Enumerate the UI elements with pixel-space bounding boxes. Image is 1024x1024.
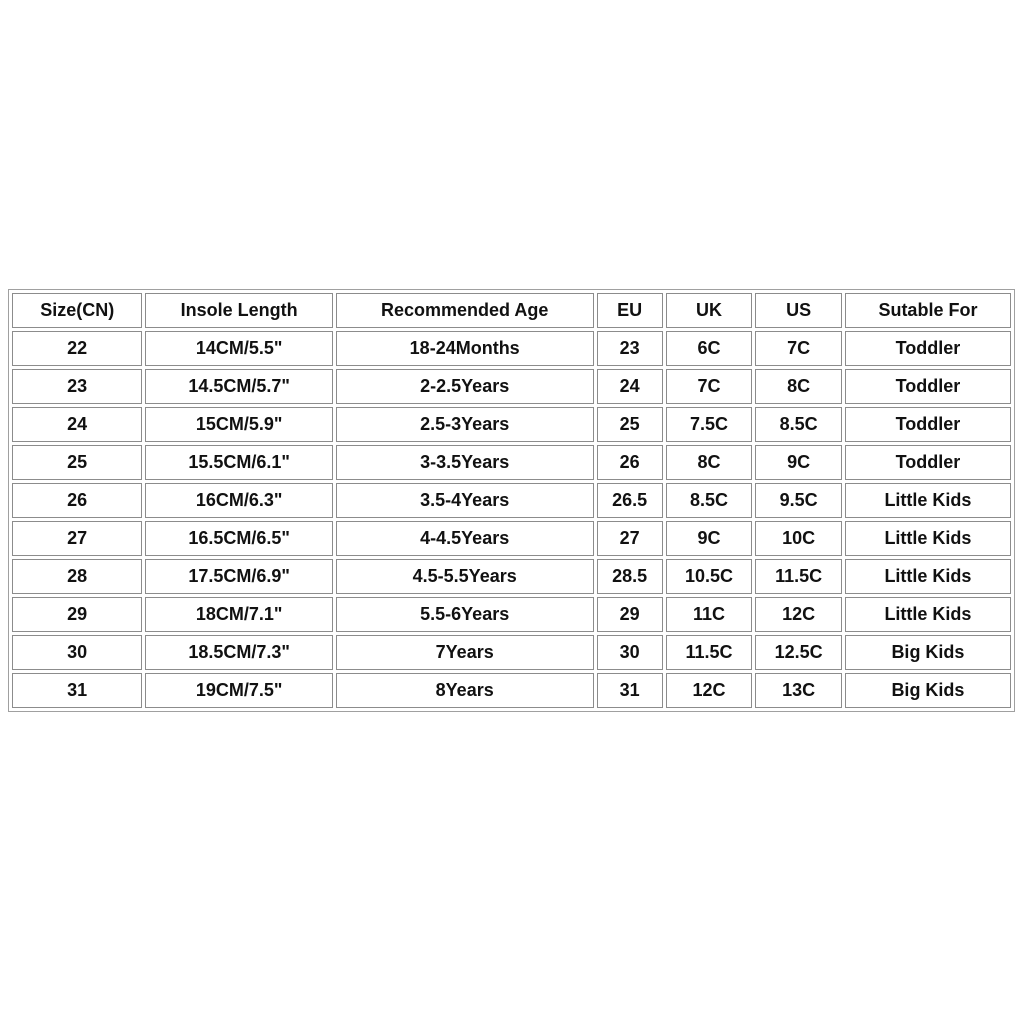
cell-suitable-for: Toddler <box>845 331 1011 366</box>
header-suitable-for: Sutable For <box>845 293 1011 328</box>
cell-suitable-for: Big Kids <box>845 635 1011 670</box>
cell-suitable-for: Little Kids <box>845 483 1011 518</box>
cell-recommended-age: 3-3.5Years <box>336 445 594 480</box>
table-row <box>12 369 1011 404</box>
cell-uk: 11C <box>666 597 753 632</box>
table-row <box>12 635 1011 670</box>
table-row <box>12 559 1011 594</box>
cell-suitable-for: Little Kids <box>845 597 1011 632</box>
cell-size-cn: 27 <box>12 521 142 556</box>
cell-size-cn: 26 <box>12 483 142 518</box>
cell-recommended-age: 3.5-4Years <box>336 483 594 518</box>
cell-eu: 23 <box>597 331 663 366</box>
cell-uk: 7C <box>666 369 753 404</box>
cell-size-cn: 23 <box>12 369 142 404</box>
cell-uk: 6C <box>666 331 753 366</box>
cell-us: 8C <box>755 369 842 404</box>
cell-uk: 7.5C <box>666 407 753 442</box>
table-row <box>12 597 1011 632</box>
cell-suitable-for: Toddler <box>845 369 1011 404</box>
header-eu: EU <box>597 293 663 328</box>
cell-size-cn: 29 <box>12 597 142 632</box>
cell-insole-length: 18.5CM/7.3" <box>145 635 332 670</box>
cell-eu: 24 <box>597 369 663 404</box>
cell-us: 7C <box>755 331 842 366</box>
cell-recommended-age: 2-2.5Years <box>336 369 594 404</box>
cell-uk: 10.5C <box>666 559 753 594</box>
header-row <box>12 293 1011 328</box>
cell-us: 8.5C <box>755 407 842 442</box>
cell-uk: 8.5C <box>666 483 753 518</box>
cell-recommended-age: 5.5-6Years <box>336 597 594 632</box>
cell-insole-length: 16CM/6.3" <box>145 483 332 518</box>
header-us: US <box>755 293 842 328</box>
cell-insole-length: 19CM/7.5" <box>145 673 332 708</box>
cell-size-cn: 22 <box>12 331 142 366</box>
table-row <box>12 521 1011 556</box>
cell-us: 12.5C <box>755 635 842 670</box>
cell-suitable-for: Toddler <box>845 445 1011 480</box>
cell-insole-length: 14CM/5.5" <box>145 331 332 366</box>
cell-us: 10C <box>755 521 842 556</box>
cell-insole-length: 14.5CM/5.7" <box>145 369 332 404</box>
cell-suitable-for: Big Kids <box>845 673 1011 708</box>
cell-us: 9.5C <box>755 483 842 518</box>
cell-size-cn: 24 <box>12 407 142 442</box>
cell-eu: 26.5 <box>597 483 663 518</box>
cell-uk: 11.5C <box>666 635 753 670</box>
cell-recommended-age: 7Years <box>336 635 594 670</box>
cell-suitable-for: Toddler <box>845 407 1011 442</box>
header-insole-length: Insole Length <box>145 293 332 328</box>
cell-size-cn: 31 <box>12 673 142 708</box>
cell-insole-length: 18CM/7.1" <box>145 597 332 632</box>
cell-insole-length: 16.5CM/6.5" <box>145 521 332 556</box>
cell-insole-length: 15.5CM/6.1" <box>145 445 332 480</box>
cell-insole-length: 15CM/5.9" <box>145 407 332 442</box>
table-row <box>12 445 1011 480</box>
cell-eu: 30 <box>597 635 663 670</box>
cell-size-cn: 25 <box>12 445 142 480</box>
cell-recommended-age: 8Years <box>336 673 594 708</box>
cell-uk: 8C <box>666 445 753 480</box>
cell-us: 13C <box>755 673 842 708</box>
table-row <box>12 407 1011 442</box>
cell-uk: 9C <box>666 521 753 556</box>
cell-uk: 12C <box>666 673 753 708</box>
cell-recommended-age: 2.5-3Years <box>336 407 594 442</box>
table-row <box>12 331 1011 366</box>
cell-suitable-for: Little Kids <box>845 559 1011 594</box>
cell-eu: 27 <box>597 521 663 556</box>
cell-recommended-age: 4.5-5.5Years <box>336 559 594 594</box>
table-row <box>12 673 1011 708</box>
cell-eu: 29 <box>597 597 663 632</box>
cell-eu: 31 <box>597 673 663 708</box>
header-size-cn: Size(CN) <box>12 293 142 328</box>
cell-eu: 28.5 <box>597 559 663 594</box>
header-uk: UK <box>666 293 753 328</box>
header-recommended-age: Recommended Age <box>336 293 594 328</box>
cell-size-cn: 30 <box>12 635 142 670</box>
cell-recommended-age: 4-4.5Years <box>336 521 594 556</box>
cell-us: 9C <box>755 445 842 480</box>
cell-us: 12C <box>755 597 842 632</box>
cell-recommended-age: 18-24Months <box>336 331 594 366</box>
cell-eu: 26 <box>597 445 663 480</box>
cell-size-cn: 28 <box>12 559 142 594</box>
table-row <box>12 483 1011 518</box>
size-chart-table <box>8 289 1015 712</box>
cell-insole-length: 17.5CM/6.9" <box>145 559 332 594</box>
cell-suitable-for: Little Kids <box>845 521 1011 556</box>
cell-eu: 25 <box>597 407 663 442</box>
cell-us: 11.5C <box>755 559 842 594</box>
